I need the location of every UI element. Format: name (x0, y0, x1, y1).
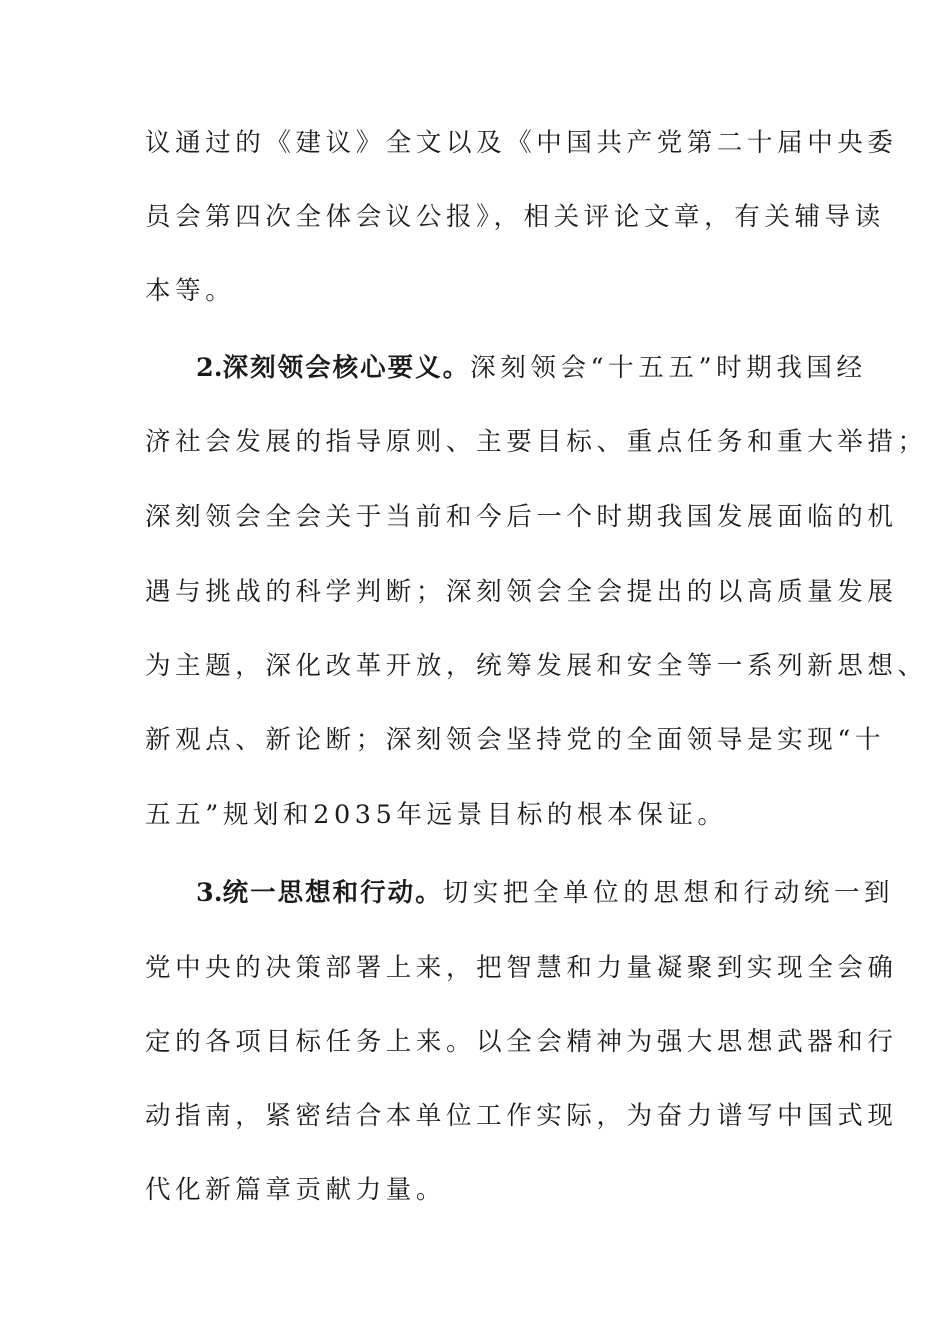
paragraph-3-first-line (196, 875, 894, 911)
paragraph-2-first-line (196, 350, 867, 386)
paragraph-3-number: 3. (196, 878, 223, 908)
body-line: 济社会发展的指导原则、主要目标、重点任务和重大举措； (145, 427, 928, 457)
body-line: 深刻领会全会关于当前和今后一个时期我国发展面临的机 (145, 502, 898, 532)
body-line: 新观点、新论断；深刻领会坚持党的全面领导是实现“十 (145, 725, 886, 755)
body-line: 遇与挑战的科学判断；深刻领会全会提出的以高质量发展 (145, 577, 898, 607)
body-line: 本等。 (145, 276, 236, 306)
body-line: 员会第四次全体会议公报》，相关评论文章，有关辅导读 (145, 202, 885, 232)
body-line: 议通过的《建议》全文以及《中国共产党第二十届中央委 (145, 128, 898, 158)
body-line: 定的各项目标任务上来。以全会精神为强大思想武器和行 (145, 1027, 898, 1057)
paragraph-2-heading: 深刻领会核心要义。 (222, 353, 471, 383)
body-line: 动指南，紧密结合本单位工作实际，为奋力谱写中国式现 (145, 1101, 898, 1131)
paragraph-3-heading: 统一思想和行动。 (222, 878, 443, 908)
paragraph-2-lead-text: 深刻领会“十五五”时期我国经 (470, 353, 867, 383)
body-line: 代化新篇章贡献力量。 (145, 1175, 447, 1205)
body-line: 五五”规划和2035年远景目标的根本保证。 (145, 800, 728, 830)
body-line: 为主题，深化改革开放，统筹发展和安全等一系列新思想、 (145, 651, 928, 681)
body-line: 党中央的决策部署上来，把智慧和力量凝聚到实现全会确 (145, 953, 898, 983)
paragraph-2-number: 2. (196, 353, 223, 383)
paragraph-3-lead-text: 切实把全单位的思想和行动统一到 (442, 878, 895, 908)
